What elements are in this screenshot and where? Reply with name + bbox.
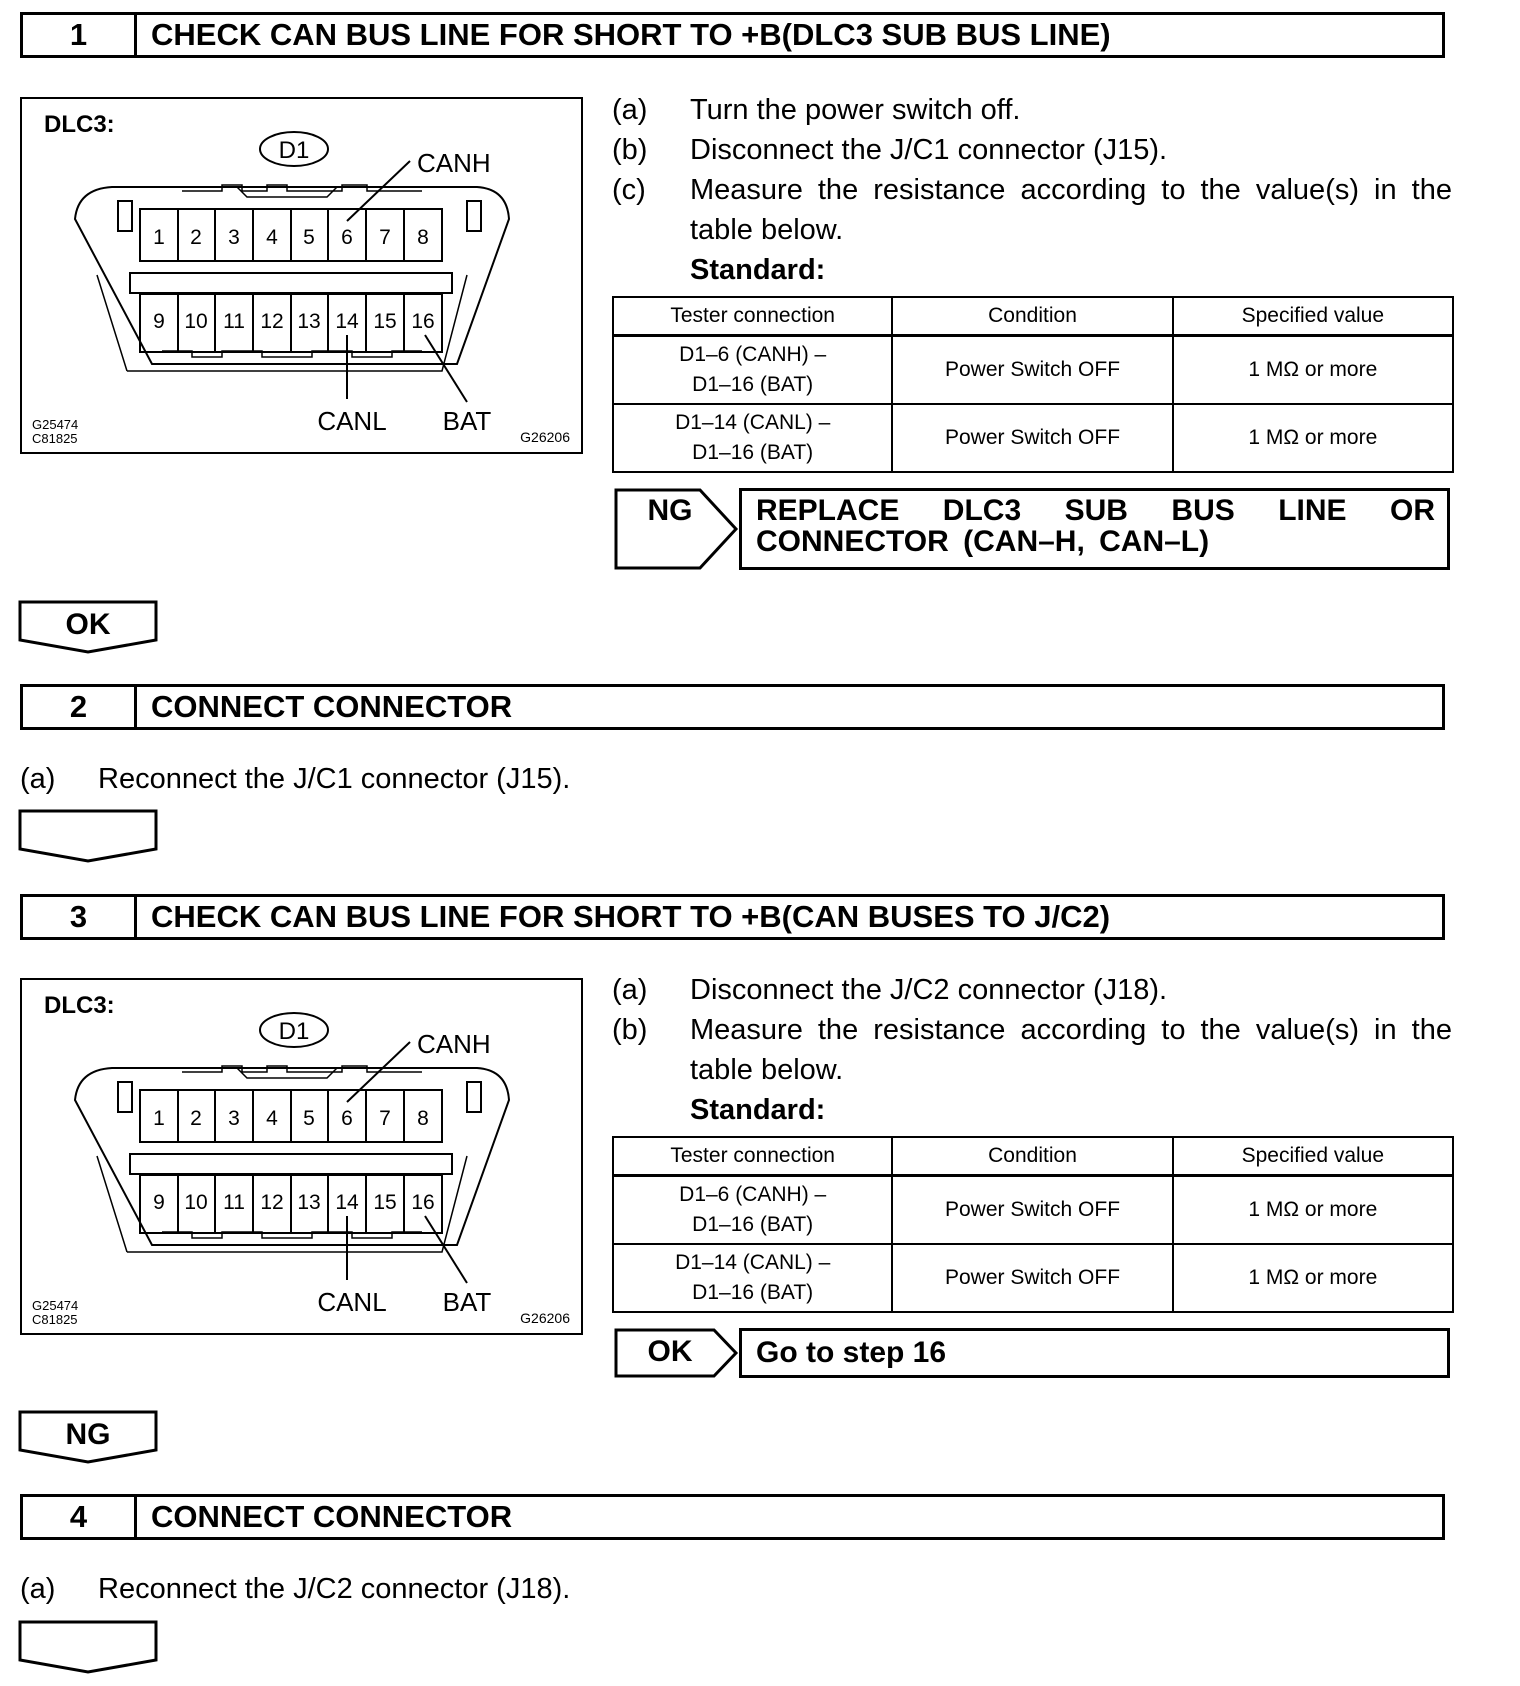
specified-value-cell: 1 MΩ or more: [1173, 1244, 1453, 1312]
pin-11: 11: [223, 1191, 245, 1214]
tester-connection-cell: [613, 336, 892, 405]
specified-value-cell: 1 MΩ or more: [1173, 1176, 1453, 1245]
step-number: 1: [23, 15, 137, 55]
column-header: Condition: [892, 297, 1172, 336]
column-header: Tester connection: [613, 297, 892, 336]
instruction-item: [612, 170, 1452, 250]
step-1-header: [20, 12, 1445, 58]
pin-9: 9: [153, 310, 165, 333]
pin-13: 13: [297, 310, 321, 333]
ok-tag: [614, 1328, 739, 1378]
standard-label: Standard:: [690, 254, 826, 286]
instruction-text: Turn the power switch off.: [690, 94, 1021, 126]
step-2-instruction: [20, 763, 570, 796]
column-header: Tester connection: [613, 1137, 892, 1176]
step-number: 4: [23, 1497, 137, 1537]
go-to-step-box: Go to step 16: [739, 1328, 1450, 1378]
ng-tag-label: NG: [647, 494, 693, 527]
pin-6: 6: [341, 226, 353, 249]
tester-connection-line: D1–16 (BAT): [692, 1281, 814, 1304]
pin-9: 9: [153, 1191, 165, 1214]
canl-label: CANL: [317, 1287, 387, 1317]
tester-connection-line: D1–16 (BAT): [692, 1213, 814, 1236]
pin-10: 10: [184, 1191, 208, 1214]
ng-result-arrow: [18, 1410, 158, 1464]
pin-1: 1: [153, 226, 165, 249]
standard-label: Standard:: [690, 1094, 826, 1126]
figure-code: G26206: [520, 429, 570, 445]
condition-cell: Power Switch OFF: [892, 336, 1172, 405]
column-header: Specified value: [1173, 1137, 1453, 1176]
table-row: [613, 336, 1453, 405]
result-label: NG: [65, 1418, 111, 1451]
pin-3: 3: [228, 1107, 240, 1130]
dlc3-connector-figure: [20, 978, 583, 1335]
pin-14: 14: [335, 310, 359, 333]
table-row: [613, 1176, 1453, 1245]
instruction-text: Disconnect the J/C1 connector (J15).: [690, 134, 1168, 166]
instruction-item: [612, 970, 1452, 1010]
tester-connection-line: D1–6 (CANH) –: [679, 343, 827, 366]
pin-7: 7: [379, 226, 391, 249]
ok-result-arrow: [18, 600, 158, 654]
pin-11: 11: [223, 310, 245, 333]
instruction-text: Reconnect the J/C1 connector (J15).: [98, 763, 571, 795]
pin-12: 12: [260, 310, 284, 333]
step-title: CHECK CAN BUS LINE FOR SHORT TO +B(DLC3 SUB BUS LINE): [151, 17, 1111, 52]
pin-2: 2: [190, 226, 202, 249]
tester-connection-line: D1–16 (BAT): [692, 373, 814, 396]
ok-jump: [614, 1328, 1450, 1378]
figure-code: G25474: [32, 1298, 79, 1313]
figure-code: C81825: [32, 431, 78, 446]
pin-12: 12: [260, 1191, 284, 1214]
step-number: 3: [23, 897, 137, 937]
table-header-row: [613, 297, 1453, 336]
bat-label: BAT: [442, 406, 492, 436]
instruction-item: [612, 1010, 1452, 1090]
step-4-instruction: [20, 1573, 570, 1606]
tester-connection-line: D1–6 (CANH) –: [679, 1183, 827, 1206]
pin-1: 1: [153, 1107, 165, 1130]
next-arrow: [18, 1620, 158, 1674]
connector-id: D1: [278, 1018, 310, 1045]
pin-15: 15: [373, 1191, 397, 1214]
step-1-spec-table: [612, 296, 1454, 473]
column-header: Specified value: [1173, 297, 1453, 336]
result-label: OK: [65, 608, 111, 641]
condition-cell: Power Switch OFF: [892, 1244, 1172, 1312]
instruction-item: [612, 130, 1452, 170]
figure-heading: DLC3:: [44, 992, 115, 1019]
step-3-instructions: [612, 970, 1452, 1130]
ng-jump: [614, 488, 1450, 570]
canh-label: CANH: [417, 1029, 491, 1059]
figure-code: G26206: [520, 1310, 570, 1326]
table-header-row: [613, 1137, 1453, 1176]
step-3-header: [20, 894, 1445, 940]
pin-15: 15: [373, 310, 397, 333]
condition-cell: Power Switch OFF: [892, 1176, 1172, 1245]
step-3-spec-table: [612, 1136, 1454, 1313]
step-1-instructions: [612, 90, 1452, 290]
ok-tag-label: OK: [647, 1335, 693, 1368]
connector-id: D1: [278, 137, 310, 164]
tester-connection-line: D1–14 (CANL) –: [675, 411, 831, 434]
pin-10: 10: [184, 310, 208, 333]
tester-connection-line: D1–16 (BAT): [692, 441, 814, 464]
instruction-label: (b): [612, 134, 648, 166]
tester-connection-cell: [613, 1244, 892, 1312]
table-row: [613, 404, 1453, 472]
canl-label: CANL: [317, 406, 387, 436]
condition-cell: Power Switch OFF: [892, 404, 1172, 472]
tester-connection-line: D1–14 (CANL) –: [675, 1251, 831, 1274]
tester-connection-cell: [613, 404, 892, 472]
instruction-label: (a): [612, 974, 648, 1006]
pin-14: 14: [335, 1191, 359, 1214]
tester-connection-cell: [613, 1176, 892, 1245]
pin-4: 4: [266, 1107, 278, 1130]
instruction-label: (b): [612, 1014, 648, 1046]
column-header: Condition: [892, 1137, 1172, 1176]
instruction-label: (c): [612, 174, 646, 206]
instruction-text: Disconnect the J/C2 connector (J18).: [690, 974, 1168, 1006]
pin-13: 13: [297, 1191, 321, 1214]
pin-7: 7: [379, 1107, 391, 1130]
instruction-text: Reconnect the J/C2 connector (J18).: [98, 1573, 571, 1605]
specified-value-cell: 1 MΩ or more: [1173, 404, 1453, 472]
pin-6: 6: [341, 1107, 353, 1130]
bat-label: BAT: [442, 1287, 492, 1317]
specified-value-cell: 1 MΩ or more: [1173, 336, 1453, 405]
canh-label: CANH: [417, 148, 491, 178]
table-row: [613, 1244, 1453, 1312]
instruction-item: [612, 90, 1452, 130]
pin-8: 8: [417, 1107, 429, 1130]
step-title: CONNECT CONNECTOR: [151, 689, 513, 724]
figure-code: G25474: [32, 417, 79, 432]
pin-4: 4: [266, 226, 278, 249]
next-arrow: [18, 809, 158, 863]
instruction-label: (a): [612, 94, 648, 126]
step-number: 2: [23, 687, 137, 727]
step-2-header: [20, 684, 1445, 730]
pin-5: 5: [303, 1107, 315, 1130]
instruction-label: (a): [20, 763, 56, 795]
figure-heading: DLC3:: [44, 111, 115, 138]
pin-2: 2: [190, 1107, 202, 1130]
pin-16: 16: [411, 1191, 435, 1214]
instruction-text: Measure the resistance according to the value(s) in the table below.: [690, 1014, 1452, 1086]
dlc3-connector-figure: [20, 97, 583, 454]
pin-8: 8: [417, 226, 429, 249]
pin-16: 16: [411, 310, 435, 333]
step-title: CHECK CAN BUS LINE FOR SHORT TO +B(CAN BUSES TO J/C2): [151, 899, 1111, 934]
pin-5: 5: [303, 226, 315, 249]
pin-3: 3: [228, 226, 240, 249]
instruction-text: Measure the resistance according to the value(s) in the table below.: [690, 174, 1452, 246]
figure-code: C81825: [32, 1312, 78, 1327]
ng-tag: [614, 488, 739, 570]
instruction-label: (a): [20, 1573, 56, 1605]
step-title: CONNECT CONNECTOR: [151, 1499, 513, 1534]
ng-action-box: REPLACE DLC3 SUB BUS LINE OR CONNECTOR (CAN–H, CAN–L): [739, 488, 1450, 570]
step-4-header: [20, 1494, 1445, 1540]
